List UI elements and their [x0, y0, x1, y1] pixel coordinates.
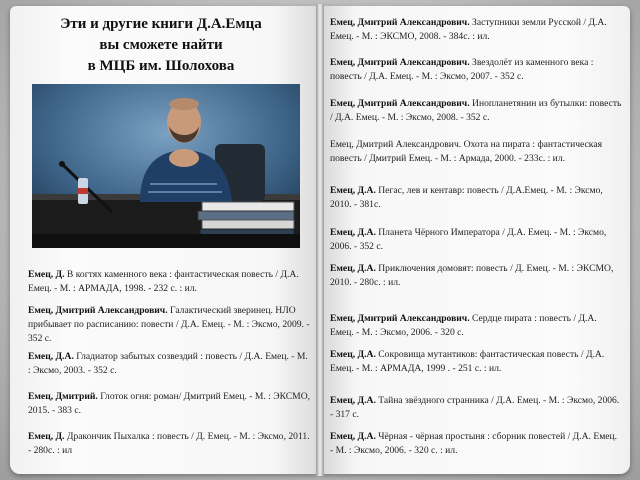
entry-author: Емец, Д.А.: [330, 395, 376, 406]
entry-description: Тайна звёздного странника / Д.А. Емец. - М. : Эксмо, 2006. - 317 с.: [330, 395, 620, 420]
entry-description: Гладиатор забытых созвездий : повесть / Д.А. Емец. - М. : Эксмо, 2003. - 352 с.: [28, 351, 308, 376]
entry-author: Емец, Д.А.: [28, 351, 74, 362]
heading-line-2: вы сможете найти: [99, 37, 223, 53]
book-entry-left-2: [28, 304, 310, 346]
entry-description: Глоток огня: роман/ Дмитрий Емец. - М. : ЭКСМО, 2015. - 383 с.: [28, 391, 311, 416]
entry-author: Емец, Д.А.: [330, 431, 376, 442]
book-entry-right-11: [330, 430, 622, 458]
book-entry-left-5: [28, 430, 310, 458]
entry-author: Емец, Дмитрий Александрович.: [330, 98, 470, 109]
entry-description: Сердце пирата : повесть / Д.А. Емец. - М. : Эксмо, 2006. - 320 с.: [330, 313, 597, 338]
book-entry-right-8: [330, 312, 622, 340]
entry-description: Чёрная - чёрная простыня : сборник повестей / Д.А. Емец. - М. : Эксмо, 2006. - 320 с. : ил.: [330, 431, 618, 456]
book-entry-right-10: [330, 394, 622, 422]
author-photo-illustration: [32, 84, 300, 248]
entry-author: Емец, Дмитрий.: [28, 391, 98, 402]
book-entry-right-9: [330, 348, 622, 376]
entry-description: В когтях каменного века : фантастическая повесть / Д.А. Емец. - М. : АРМАДА, 1998. - 232 с. : ил.: [28, 269, 299, 294]
entry-author: Емец, Д.А.: [330, 263, 376, 274]
book-entry-left-4: [28, 390, 310, 418]
book-entry-right-6: [330, 226, 622, 254]
entry-author: Емец, Д.А.: [330, 185, 376, 196]
heading-line-3: в МЦБ им. Шолохова: [87, 58, 235, 74]
book-entry-left-3: [28, 350, 310, 378]
author-photo: [32, 84, 300, 248]
entry-description: Галактический зверинец. НЛО прибывает по расписанию: повести / Д.А. Емец. - М. : Эксмо, 2009. - 352 с.: [28, 305, 310, 344]
heading-line-1: Эти и другие книги Д.А.Емца: [60, 16, 262, 32]
entry-description: Пегас, лев и кентавр: повесть / Д.А.Емец. - М. : Эксмо, 2010. - 381с.: [330, 185, 603, 210]
page-heading: [30, 14, 292, 77]
book-entry-right-2: [330, 56, 622, 84]
book-entry-right-1: [330, 16, 622, 44]
book-entry-right-4: [330, 138, 622, 166]
entry-description: Звездолёт из каменного века : повесть / Д.А. Емец. - М. : Эксмо, 2007. - 352 с.: [330, 57, 594, 82]
entry-description: Дракончик Пыхалка : повесть / Д. Емец. - М. : Эксмо, 2011. - 280с. : ил: [28, 431, 310, 456]
book-entry-left-1: [28, 268, 310, 296]
book-spine: [316, 4, 324, 476]
entry-description: Сокровища мутантиков: фантастическая повесть / Д.А. Емец. - М. : АРМАДА, 1999 . - 251 с. : ил.: [330, 349, 605, 374]
entry-description: Заступники земли Русской / Д.А. Емец. - М. : ЭКСМО, 2008. - 384с. : ил.: [330, 17, 607, 42]
book-entry-right-7: [330, 262, 622, 290]
entry-author: Емец, Д.: [28, 431, 65, 442]
entry-author: Емец, Дмитрий Александрович.: [28, 305, 168, 316]
book-entry-right-3: [330, 97, 622, 125]
entry-author: Емец, Д.А.: [330, 227, 376, 238]
entry-author: Емец, Д.А.: [330, 349, 376, 360]
entry-description: Планета Чёрного Императора / Д.А. Емец. - М. : Эксмо, 2006. - 352 с.: [330, 227, 607, 252]
entry-description: Инопланетянин из бутылки: повесть / Д.А. Емец. - М. : Эксмо, 2008. - 352 с.: [330, 98, 622, 123]
entry-author: Емец, Д.: [28, 269, 65, 280]
entry-author: Емец, Дмитрий Александрович.: [330, 313, 470, 324]
entry-author: Емец, Дмитрий Александрович.: [330, 17, 470, 28]
entry-description: Приключения домовят: повесть / Д. Емец. - М. : ЭКСМО, 2010. - 280с. : ил.: [330, 263, 614, 288]
entry-description: Емец, Дмитрий Александрович. Охота на пирата : фантастическая повесть / Дмитрий Емец. - М. : Армада, 2000. - 233с. : ил.: [330, 139, 602, 164]
entry-author: Емец, Дмитрий Александрович.: [330, 57, 470, 68]
book-entry-right-5: [330, 184, 622, 212]
